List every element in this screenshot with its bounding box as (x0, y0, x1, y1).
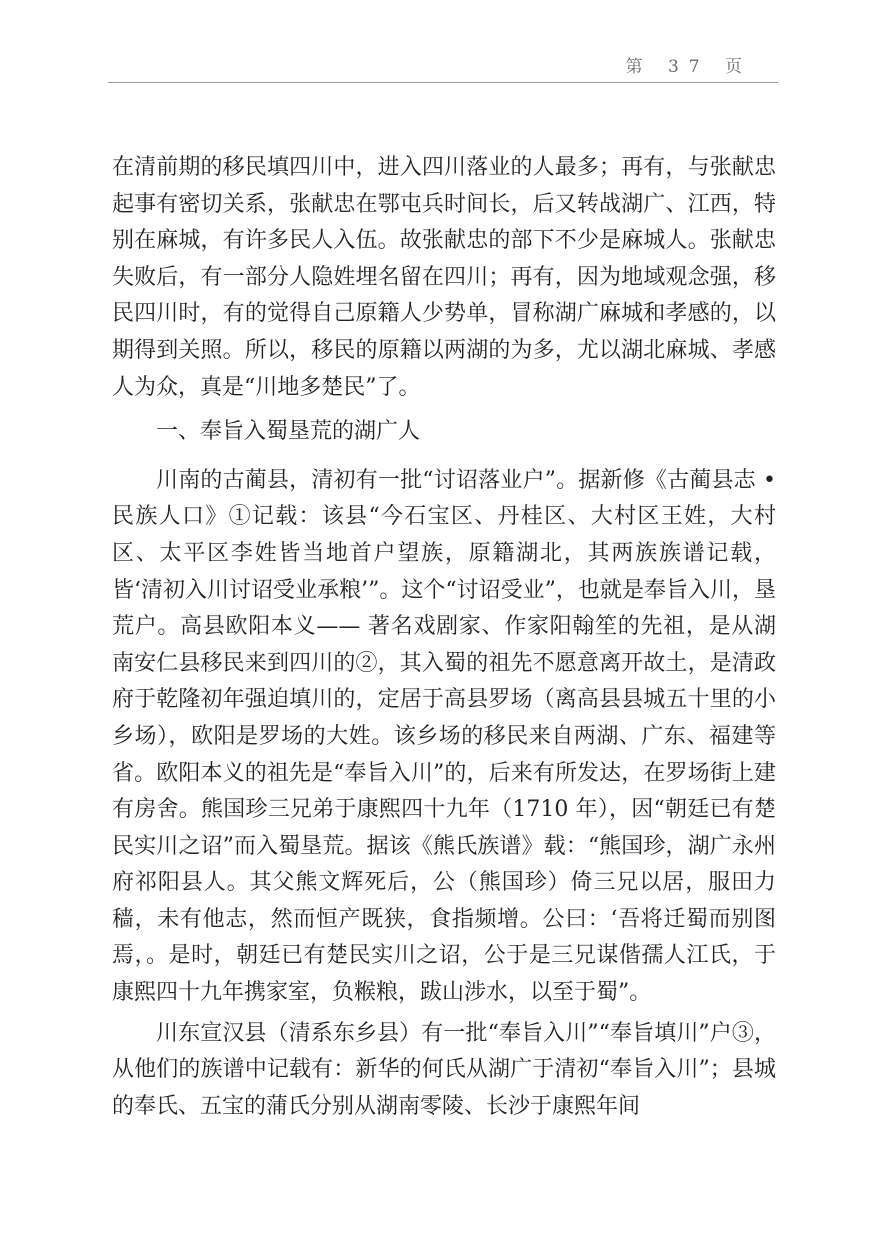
body-text (112, 150, 776, 1125)
section-heading: 一、奉旨入蜀垦荒的湖广人 (156, 419, 421, 445)
paragraph-xuanhan: 川东宣汉县（清系东乡县）有一批“奉旨入川”“奉旨填川”户③，从他们的族谱中记载有：新华的何氏从湖广于清初“奉旨入川”；县城的奉氏、五宝的蒲氏分别从湖南零陵、长沙于康熙年间 (112, 1020, 776, 1119)
paragraph-gulin: 川南的古蔺县，清初有一批“讨诏落业户”。据新修《古蔺县志 • 民族人口》①记载：该县“今石宝区、丹桂区、大村区王姓，大村区、太平区李姓皆当地首户望族，原籍湖北，其两族族谱记载，皆‘清初入川讨诏受业承粮’”。这个“讨诏受业”，也就是奉旨入川，垦荒户。高县欧阳本义—— 著名戏剧家、作家阳翰笙的先祖，是从湖南安仁县移民来到四川的②，其入蜀的祖先不愿意离开故土，是清政府于乾隆初年强迫填川的，定居于高县罗场（离高县县城五十里的小乡场），欧阳是罗场的大姓。该乡场的移民来自两湖、广东、福建等省。欧阳本义的祖先是“奉旨入川”的，后来有所发达，在罗场街上建有房舍。熊国珍三兄弟于康熙四十九年（1710 年），因“朝廷已有楚民实川之诏”而入蜀垦荒。据该《熊氏族谱》载：“熊国珍，湖广永州府祁阳县人。其父熊文辉死后，公（熊国珍）倚三兄以居，服田力穑，未有他志，然而恒产既狭，食指频增。公曰：‘吾将迁蜀而别图焉，。是时，朝廷已有楚民实川之诏，公于是三兄谋偕孺人江氏，于康熙四十九年携家室，负糇粮，跋山涉水，以至于蜀”。 (112, 467, 776, 1006)
paragraph-intro: 在清前期的移民填四川中，进入四川落业的人最多；再有，与张献忠起事有密切关系，张献忠在鄂屯兵时间长，后又转战湖广、江西，特别在麻城，有许多民人入伍。故张献忠的部下不少是麻城人。张献忠失败后，有一部分人隐姓埋名留在四川；再有，因为地域观念强，移民四川时，有的觉得自己原籍人少势单，冒称湖广麻城和孝感的，以期得到关照。所以，移民的原籍以两湖的为多，尤以湖北麻城、孝感人为众，真是“川地多楚民”了。 (112, 155, 776, 400)
page-number: 第 37 页 (625, 57, 752, 77)
page-header (108, 52, 778, 83)
